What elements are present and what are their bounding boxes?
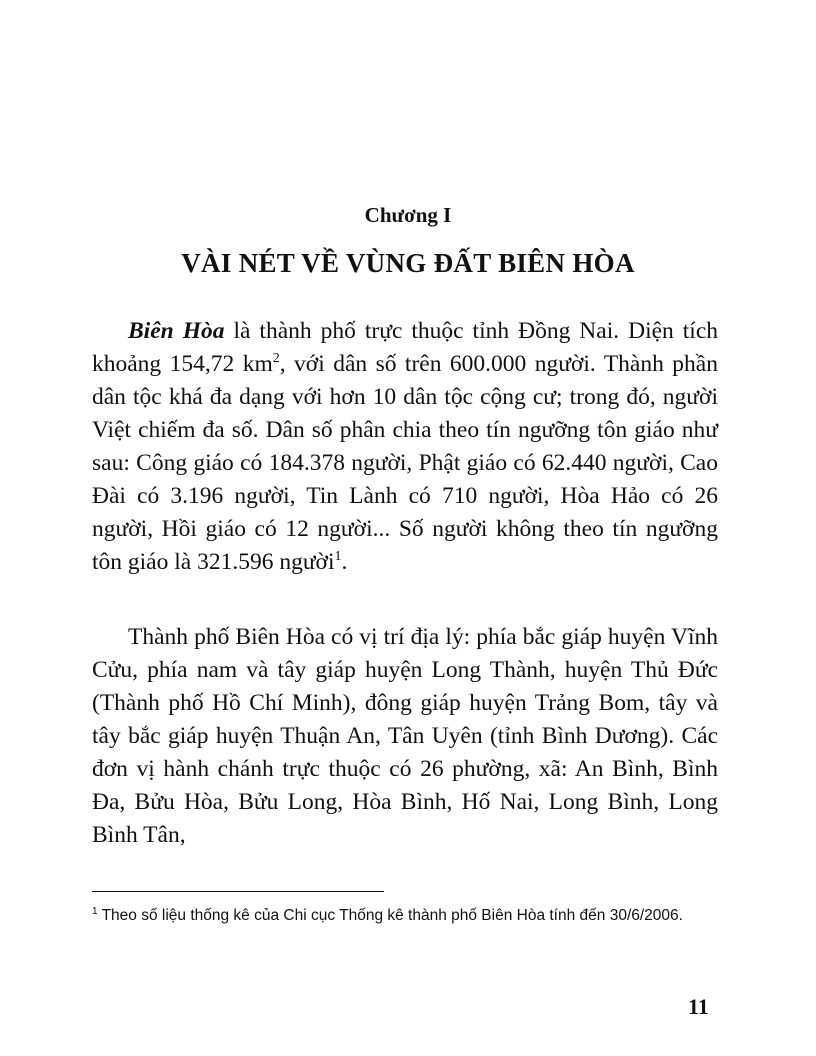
- paragraph-population: [92, 315, 718, 579]
- paragraph-geography: [92, 621, 718, 852]
- footnote-divider: [92, 891, 384, 892]
- chapter-title: VÀI NÉT VỀ VÙNG ĐẤT BIÊN HÒA: [181, 248, 635, 278]
- paragraph-text: , với dân số trên 600.000 người. Thành phần dân tộc khá đa dạng với hơn 10 dân tộc cộng cư; trong đó, người Việt chiếm đa số. Dân số phân chia theo tín ngưỡng tôn giáo như sau: Công giáo có 184.378 người, Phật giáo có 62.440 người, Cao Đài có 3.196 người, Tin Lành có 710 người, Hòa Hảo có 26 người, Hồi giáo có 12 người... Số người không theo tín ngưỡng tôn giáo là 321.596 người: [92, 351, 718, 575]
- area-unit-superscript: 2: [272, 351, 280, 367]
- chapter-label: Chương I: [364, 203, 452, 227]
- paragraph-text: Thành phố Biên Hòa có vị trí địa lý: phía bắc giáp huyện Vĩnh Cửu, phía nam và tây giáp huyện Long Thành, huyện Thủ Đức (Thành phố Hồ Chí Minh), đông giáp huyện Trảng Bom, tây và tây bắc giáp huyện Thuận An, Tân Uyên (tỉnh Bình Dương). Các đơn vị hành chánh trực thuộc có 26 phường, xã: An Bình, Bình Đa, Bửu Hòa, Bửu Long, Hòa Bình, Hố Nai, Long Bình, Long Bình Tân,: [92, 624, 718, 848]
- footnote: [92, 905, 732, 927]
- footnote-marker: 1: [92, 905, 98, 917]
- footnote-reference: 1: [334, 549, 342, 565]
- city-name-emphasis: Biên Hòa: [128, 318, 225, 344]
- paragraph-text: .: [341, 549, 348, 575]
- paragraph-text: là thành phố trực thuộc tỉnh Đồng Nai. Diện tích khoảng 154,72 km: [92, 318, 719, 377]
- page-number: 11: [688, 994, 709, 1019]
- footnote-text: Theo số liệu thống kê của Chi cục Thống kê thành phố Biên Hòa tính đến 30/6/2006.: [97, 907, 683, 924]
